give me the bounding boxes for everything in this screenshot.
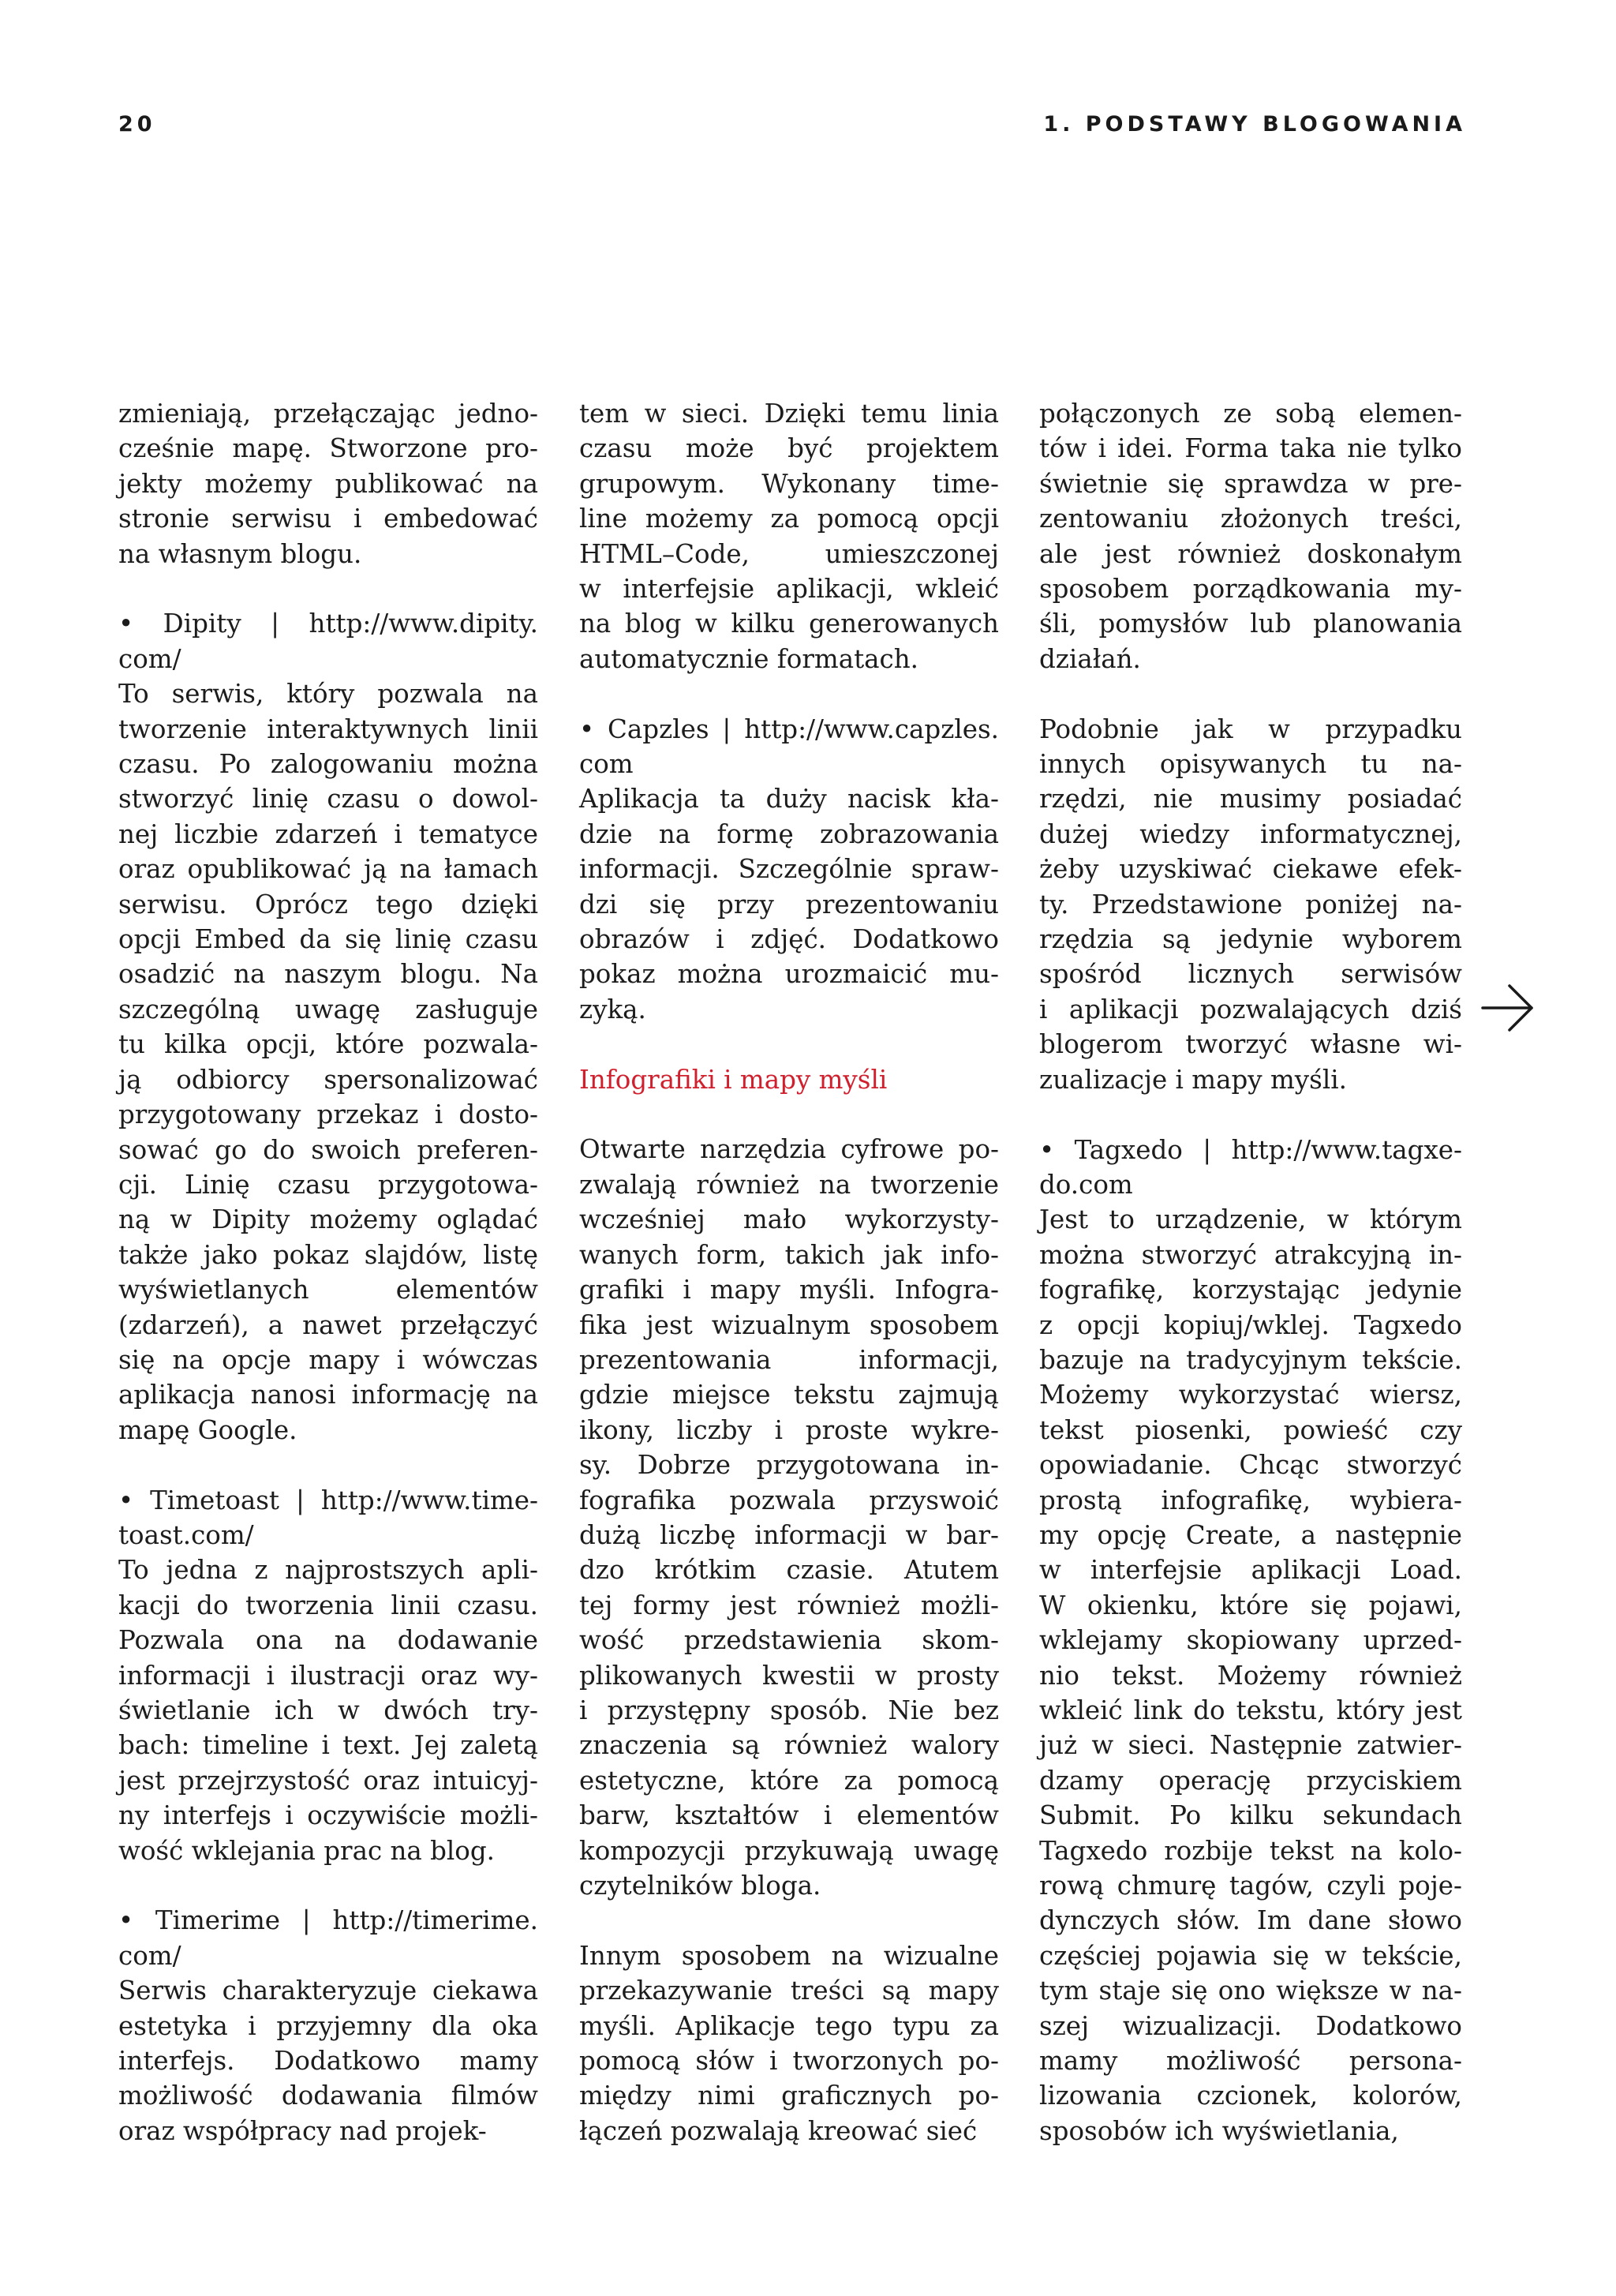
text-line: Otwarte narzędzia cyfrowe po- <box>579 1134 999 1165</box>
text-line: pomocą słów i tworzonych po- <box>579 2046 999 2077</box>
text-line: prostą infografikę, wybiera- <box>1039 1485 1462 1515</box>
text-line: gdzie miejsce tekstu zajmują <box>579 1380 999 1410</box>
text-column-1 <box>118 396 538 2184</box>
text-line: zmieniają, przełączając jedno- <box>118 399 538 429</box>
text-line: jekty możemy publikować na <box>118 468 538 499</box>
text-line: • Dipity | http://www.dipity. <box>118 609 538 639</box>
text-line: sposobów ich wyświetlania, <box>1039 2115 1399 2146</box>
paragraph <box>579 396 999 676</box>
paragraph <box>579 712 999 1028</box>
paragraph <box>1039 712 1462 1097</box>
text-line: estetyka i przyjemny dla oka <box>118 2010 538 2041</box>
text-line: rzędzi, nie musimy posiadać <box>1039 784 1462 815</box>
text-line: przygotowany przekaz i dosto- <box>118 1099 538 1130</box>
text-line: automatycznie formatach. <box>579 643 918 674</box>
text-line: rzędzia są jedynie wyborem <box>1039 924 1462 955</box>
paragraph <box>1039 1133 1462 2149</box>
text-line: grupowym. Wykonany time- <box>579 468 999 499</box>
text-line: line możemy za pomocą opcji <box>579 504 999 534</box>
text-line: bach: timeline i text. Jej zaletą <box>118 1730 538 1761</box>
text-line: dzamy operację przyciskiem <box>1039 1765 1462 1796</box>
text-line: na własnym blogu. <box>118 538 362 569</box>
text-line: aplikacja nanosi informację na <box>118 1380 538 1410</box>
text-line: sy. Dobrze przygotowana in- <box>579 1450 999 1481</box>
text-line: grafiki i mapy myśli. Infogra- <box>579 1275 999 1305</box>
text-line: blogerom tworzyć własne wi- <box>1039 1029 1462 1060</box>
text-line: zyką. <box>579 994 646 1024</box>
text-line: plikowanych kwestii w prosty <box>579 1660 999 1691</box>
text-line: lizowania czcionek, kolorów, <box>1039 2081 1462 2111</box>
text-line: zualizacje i mapy myśli. <box>1039 1064 1347 1095</box>
text-line: między nimi graficznych po- <box>579 2081 999 2111</box>
text-line: świetlanie ich w dwóch try- <box>118 1695 538 1725</box>
text-line: opcji Embed da się linię czasu <box>118 924 538 955</box>
text-line: opowiadanie. Chcąc stworzyć <box>1039 1450 1462 1481</box>
text-line: tu kilka opcji, które pozwala- <box>118 1029 538 1060</box>
text-line: Jest to urządzenie, w którym <box>1039 1204 1462 1235</box>
text-line: stworzyć linię czasu o dowol- <box>118 784 538 815</box>
text-line: tym staje się ono większe w na- <box>1039 1976 1462 2006</box>
text-line: To serwis, który pozwala na <box>118 679 538 710</box>
text-line: także jako pokaz slajdów, listę <box>118 1239 538 1270</box>
text-line: z opcji kopiuj/wklej. Tagxedo <box>1039 1309 1462 1340</box>
paragraph <box>579 1938 999 2148</box>
text-line: W okienku, które się pojawi, <box>1039 1590 1462 1620</box>
text-line: sować go do swoich preferen- <box>118 1134 538 1165</box>
text-line: rową chmurę tagów, czyli poje- <box>1039 1871 1462 1901</box>
text-line: ikony, liczby i proste wykre- <box>579 1414 999 1445</box>
text-line: możliwość dodawania filmów <box>118 2081 538 2111</box>
text-line: pokaz można urozmaicić mu- <box>579 959 999 990</box>
text-line: Możemy wykorzystać wiersz, <box>1039 1380 1462 1410</box>
text-line: ale jest również doskonałym <box>1039 538 1462 569</box>
text-line: To jedna z najprostszych apli- <box>118 1555 538 1586</box>
text-line: com/ <box>118 1940 181 1971</box>
text-line: szej wizualizacji. Dodatkowo <box>1039 2010 1462 2041</box>
text-line: oraz współpracy nad projek- <box>118 2115 487 2146</box>
text-line: działań. <box>1039 643 1141 674</box>
text-line: tworzenie interaktywnych linii <box>118 714 538 744</box>
text-line: tej formy jest również możli- <box>579 1590 999 1620</box>
text-line: i aplikacji pozwalających dziś <box>1039 994 1462 1024</box>
text-line: tów i idei. Forma taka nie tylko <box>1039 433 1462 464</box>
text-line: interfejs. Dodatkowo mamy <box>118 2046 538 2077</box>
text-line: myśli. Aplikacje tego typu za <box>579 2010 999 2041</box>
text-line: dzie na formę zobrazowania <box>579 818 999 849</box>
paragraph <box>118 396 538 571</box>
text-line: innych opisywanych tu na- <box>1039 749 1462 780</box>
paragraph <box>579 1132 999 1903</box>
text-line: i przystępny sposób. Nie bez <box>579 1695 999 1725</box>
text-line: w interfejsie aplikacji, wkleić <box>579 574 999 605</box>
text-line: do.com <box>1039 1169 1133 1200</box>
text-line: nej liczbie zdarzeń i tematyce <box>118 818 538 849</box>
text-column-2 <box>579 396 999 2184</box>
text-line: • Timetoast | http://www.time- <box>118 1485 538 1515</box>
text-line: dużej wiedzy informatycznej, <box>1039 818 1462 849</box>
text-line: informacji. Szczególnie spraw- <box>579 854 999 885</box>
text-line: cji. Linię czasu przygotowa- <box>118 1169 538 1200</box>
text-line: na blog w kilku generowanych <box>579 609 999 639</box>
text-line: Submit. Po kilku sekundach <box>1039 1800 1462 1831</box>
text-line: zentowaniu złożonych treści, <box>1039 504 1462 534</box>
text-line: toast.com/ <box>118 1519 254 1550</box>
text-line: • Timerime | http://timerime. <box>118 1905 538 1936</box>
text-line: kompozycji przykuwają uwagę <box>579 1835 999 1866</box>
text-line: com <box>579 749 634 780</box>
text-line: dzi się przy prezentowaniu <box>579 889 999 920</box>
text-line: oraz opublikować ją na łamach <box>118 854 538 885</box>
page-number: 20 <box>118 112 156 137</box>
text-line: wcześniej mało wykorzysty- <box>579 1204 999 1235</box>
text-line: żeby uzyskiwać ciekawe efek- <box>1039 854 1462 885</box>
text-line: Aplikacja ta duży nacisk kła- <box>579 784 999 815</box>
text-line: ną w Dipity możemy oglądać <box>118 1204 538 1235</box>
text-line: dzo krótkim czasie. Atutem <box>579 1555 999 1586</box>
text-line: Pozwala ona na dodawanie <box>118 1625 538 1656</box>
paragraph <box>118 606 538 1448</box>
text-line: znaczenia są również walory <box>579 1730 999 1761</box>
text-line: już w sieci. Następnie zatwier- <box>1039 1730 1462 1761</box>
text-line: połączonych ze sobą elemen- <box>1039 399 1462 429</box>
text-line: zwalają również na tworzenie <box>579 1169 999 1200</box>
text-line: fografikę, korzystając jedynie <box>1039 1275 1462 1305</box>
text-line: w interfejsie aplikacji Load. <box>1039 1555 1462 1586</box>
text-line: Infografiki i mapy myśli <box>579 1064 888 1095</box>
paragraph <box>118 1483 538 1868</box>
text-line: stronie serwisu i embedować <box>118 504 538 534</box>
text-line: mapę Google. <box>118 1414 297 1445</box>
text-line: jest przejrzystość oraz intuicyj- <box>118 1765 538 1796</box>
text-line: wklejamy skopiowany uprzed- <box>1039 1625 1462 1656</box>
text-line: • Tagxedo | http://www.tagxe- <box>1039 1134 1462 1165</box>
text-line: nio tekst. Możemy również <box>1039 1660 1462 1691</box>
text-line: szczególną uwagę zasługuje <box>118 994 538 1024</box>
text-line: osadzić na naszym blogu. Na <box>118 959 538 990</box>
text-line: ny interfejs i oczywiście możli- <box>118 1800 538 1831</box>
text-line: Innym sposobem na wizualne <box>579 1940 999 1971</box>
text-line: przekazywanie treści są mapy <box>579 1976 999 2006</box>
text-line: śli, pomysłów lub planowania <box>1039 609 1462 639</box>
text-line: częściej pojawia się w tekście, <box>1039 1940 1462 1971</box>
text-line: ty. Przedstawione poniżej na- <box>1039 889 1462 920</box>
text-line: obrazów i zdjęć. Dodatkowo <box>579 924 999 955</box>
text-line: prezentowania informacji, <box>579 1344 999 1375</box>
text-line: com/ <box>118 643 181 674</box>
text-line: tem w sieci. Dzięki temu linia <box>579 399 999 429</box>
text-line: tekst piosenki, powieść czy <box>1039 1414 1462 1445</box>
text-line: • Capzles | http://www.capzles. <box>579 714 999 744</box>
text-line: serwisu. Oprócz tego dzięki <box>118 889 538 920</box>
text-line: mamy możliwość persona- <box>1039 2046 1462 2077</box>
text-line: ją odbiorcy spersonalizować <box>118 1064 538 1095</box>
paragraph <box>118 1903 538 2148</box>
text-line: sposobem porządkowania my- <box>1039 574 1462 605</box>
text-line: dużą liczbę informacji w bar- <box>579 1519 999 1550</box>
text-line: kacji do tworzenia linii czasu. <box>118 1590 538 1620</box>
paragraph <box>1039 396 1462 676</box>
text-line: wość przedstawienia skom- <box>579 1625 999 1656</box>
text-line: Serwis charakteryzuje ciekawa <box>118 1976 538 2006</box>
text-line: wyświetlanych elementów <box>118 1275 538 1305</box>
text-line: świetnie się sprawdza w pre- <box>1039 468 1462 499</box>
text-line: Tagxedo rozbije tekst na kolo- <box>1039 1835 1462 1866</box>
section-heading <box>579 1062 999 1097</box>
text-line: my opcję Create, a następnie <box>1039 1519 1462 1550</box>
text-line: spośród licznych serwisów <box>1039 959 1462 990</box>
text-line: można stworzyć atrakcyjną in- <box>1039 1239 1462 1270</box>
text-line: wkleić link do tekstu, który jest <box>1039 1695 1462 1725</box>
text-line: wanych form, takich jak info- <box>579 1239 999 1270</box>
text-line: wość wklejania prac na blog. <box>118 1835 496 1866</box>
arrow-right-icon[interactable] <box>1479 979 1536 1036</box>
text-line: estetyczne, które za pomocą <box>579 1765 999 1796</box>
text-line: czasu. Po zalogowaniu można <box>118 749 538 780</box>
text-line: fika jest wizualnym sposobem <box>579 1309 999 1340</box>
text-line: czytelników bloga. <box>579 1871 821 1901</box>
text-line: cześnie mapę. Stworzone pro- <box>118 433 538 464</box>
text-column-3 <box>1039 396 1462 2184</box>
text-line: czasu może być projektem <box>579 433 999 464</box>
text-line: łączeń pozwalają kreować sieć <box>579 2115 978 2146</box>
text-line: Podobnie jak w przypadku <box>1039 714 1462 744</box>
text-line: bazuje na tradycyjnym tekście. <box>1039 1344 1462 1375</box>
text-line: się na opcje mapy i wówczas <box>118 1344 538 1375</box>
text-line: HTML–Code, umieszczonej <box>579 538 999 569</box>
text-line: informacji i ilustracji oraz wy- <box>118 1660 538 1691</box>
text-line: dynczych słów. Im dane słowo <box>1039 1905 1462 1936</box>
running-head: 1. PODSTAWY BLOGOWANIA <box>1043 112 1466 137</box>
text-line: fografika pozwala przyswoić <box>579 1485 999 1515</box>
text-line: (zdarzeń), a nawet przełączyć <box>118 1309 538 1340</box>
text-line: barw, kształtów i elementów <box>579 1800 999 1831</box>
